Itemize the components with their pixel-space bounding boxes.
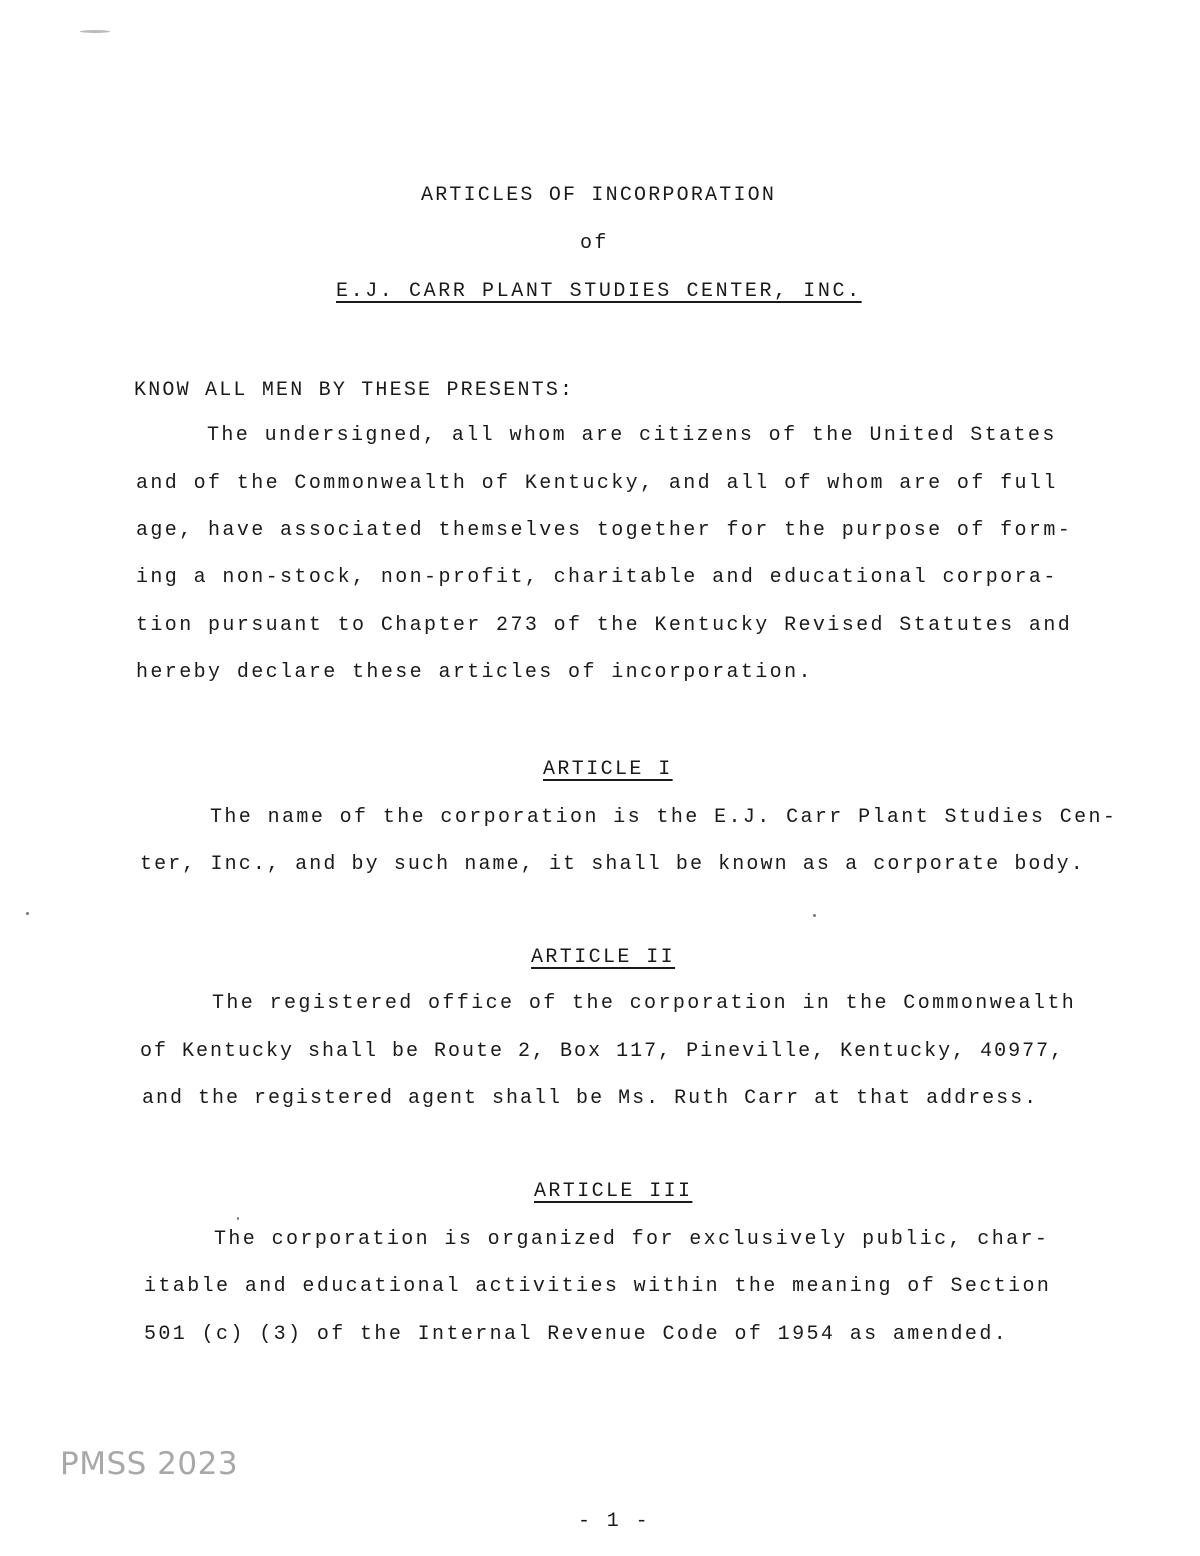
scan-speck [237, 1217, 239, 1220]
article-1-line: The name of the corporation is the E.J. Carr Plant Studies Cen- [210, 806, 1118, 829]
article-3-line: 501 (c) (3) of the Internal Revenue Code of 1954 as amended. [144, 1323, 1009, 1346]
article-2-line: and the registered agent shall be Ms. Ruth Carr at that address. [142, 1087, 1039, 1110]
preamble-line: and of the Commonwealth of Kentucky, and all of whom are of full [136, 472, 1058, 495]
preamble-heading: KNOW ALL MEN BY THESE PRESENTS: [134, 379, 575, 402]
document-title: ARTICLES OF INCORPORATION [421, 184, 777, 207]
article-3-line: itable and educational activities within the meaning of Section [144, 1275, 1052, 1298]
title-of: of [580, 232, 609, 255]
article-2-heading: ARTICLE II [531, 946, 676, 969]
article-2-line: The registered office of the corporation in the Commonwealth [212, 992, 1077, 1015]
scan-speck [813, 914, 816, 917]
scan-speck [26, 912, 29, 915]
article-1-heading: ARTICLE I [543, 758, 673, 781]
preamble-line: age, have associated themselves together for the purpose of form- [136, 519, 1073, 542]
article-1-line: ter, Inc., and by such name, it shall be known as a corporate body. [140, 853, 1085, 876]
article-3-heading: ARTICLE III [534, 1180, 693, 1203]
preamble-line: ing a non-stock, non-profit, charitable and educational corpora- [136, 566, 1058, 589]
watermark: PMSS 2023 [60, 1446, 239, 1482]
preamble-line: tion pursuant to Chapter 273 of the Kentucky Revised Statutes and [136, 614, 1073, 637]
article-2-line: of Kentucky shall be Route 2, Box 117, Pineville, Kentucky, 40977, [140, 1040, 1065, 1063]
page-number: - 1 - [578, 1510, 651, 1533]
corporation-name: E.J. CARR PLANT STUDIES CENTER, INC. [336, 280, 862, 303]
scan-speck [80, 30, 110, 33]
preamble-line: hereby declare these articles of incorporation. [136, 661, 813, 684]
preamble-line: The undersigned, all whom are citizens of the United States [207, 424, 1057, 447]
article-3-line: The corporation is organized for exclusively public, char- [214, 1228, 1050, 1251]
